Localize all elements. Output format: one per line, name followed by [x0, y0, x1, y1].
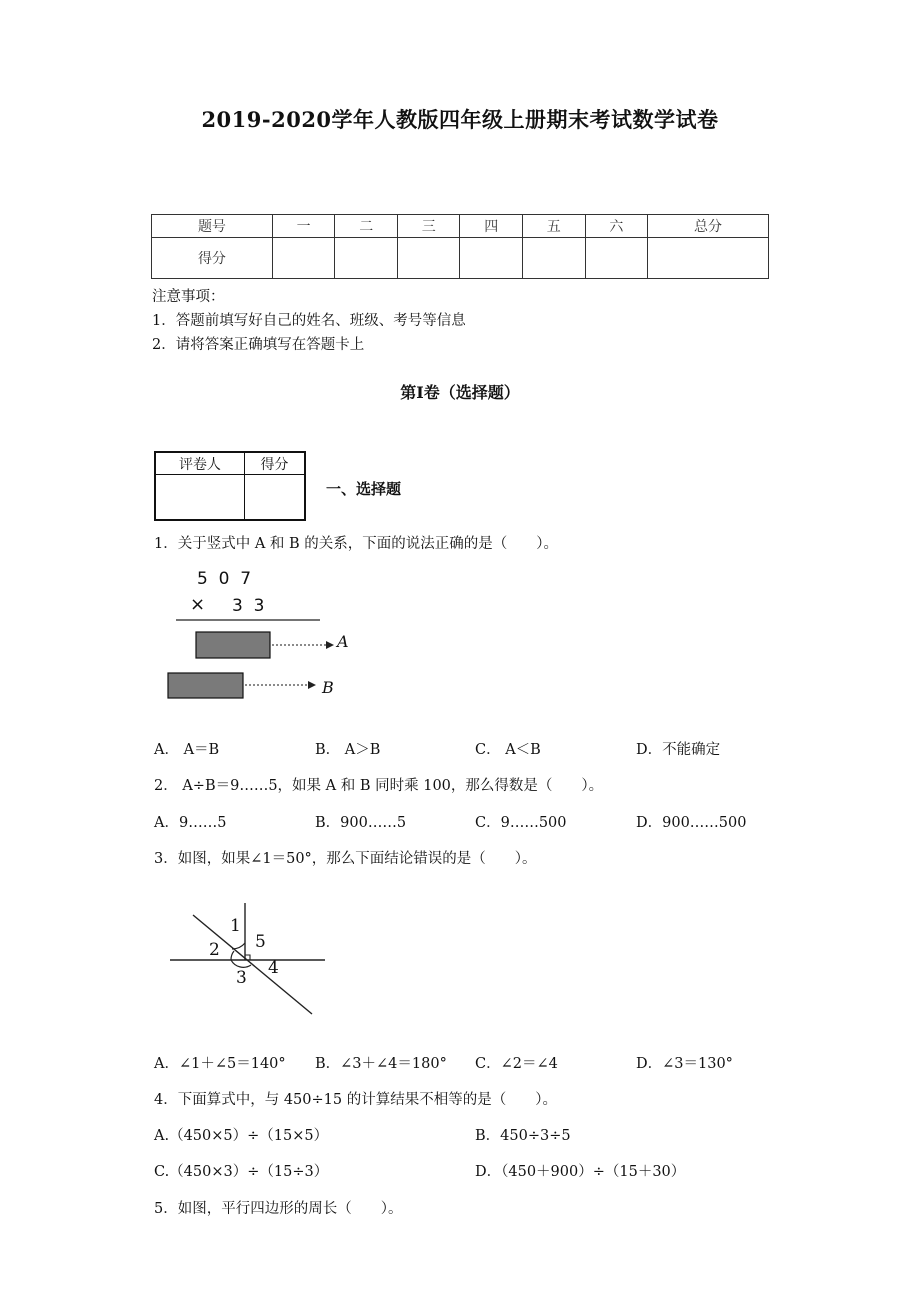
question-5-stem: 5．如图，平行四边形的周长（ ）。 [154, 1201, 403, 1217]
score-header-cell: 题号 [152, 215, 273, 238]
q3-angle-label-2: 2 [209, 940, 220, 960]
score-cell[interactable] [460, 238, 523, 279]
q3-angle-label-1: 1 [230, 916, 241, 936]
q3-angle-label-5: 5 [255, 932, 266, 952]
score-cell[interactable] [397, 238, 460, 279]
notice-item: 2．请将答案正确填写在答题卡上 [152, 337, 365, 353]
q1-label-a: A [337, 632, 349, 651]
notice-heading: 注意事项： [152, 289, 225, 305]
q1-arrowhead-a [326, 641, 334, 649]
question-3-stem: 3．如图，如果∠1＝50°，那么下面结论错误的是（ ）。 [154, 851, 537, 867]
score-cell[interactable] [585, 238, 648, 279]
q2-option-c[interactable]: C．9……500 [475, 815, 567, 831]
q1-box-b [168, 673, 243, 698]
q4-option-a[interactable]: A.（450×5）÷（15×5） [154, 1128, 329, 1144]
score-table [151, 214, 769, 279]
score-cell[interactable] [335, 238, 398, 279]
score-cell[interactable] [648, 238, 769, 279]
q3-option-d[interactable]: D．∠3＝130° [636, 1056, 733, 1072]
q3-angle-label-4: 4 [268, 958, 279, 978]
q2-option-b[interactable]: B．900……5 [315, 815, 407, 831]
q3-option-a[interactable]: A．∠1＋∠5＝140° [154, 1056, 286, 1072]
exam-title: 2019-2020学年人教版四年级上册期末考试数学试卷 [201, 107, 719, 132]
q1-times-sign: × [190, 594, 206, 615]
q1-option-a[interactable]: A． A＝B [154, 742, 220, 758]
score-cell[interactable] [272, 238, 335, 279]
q4-option-b[interactable]: B．450÷3÷5 [475, 1128, 571, 1144]
question-1-stem: 1．关于竖式中 A 和 B 的关系，下面的说法正确的是（ ）。 [154, 536, 559, 552]
q1-option-b[interactable]: B． A＞B [315, 742, 381, 758]
score-table-header-row [152, 215, 769, 238]
q1-option-d[interactable]: D．不能确定 [636, 742, 721, 758]
section-title: 第I卷（选择题） [400, 383, 520, 402]
q3-arc-1 [232, 943, 245, 949]
question-4-stem: 4．下面算式中，与 450÷15 的计算结果不相等的是（ ）。 [154, 1092, 557, 1108]
q1-option-c[interactable]: C． A＜B [475, 742, 541, 758]
grader-col-label: 得分 [244, 452, 305, 475]
score-header-cell: 三 [397, 215, 460, 238]
q3-option-b[interactable]: B．∠3＋∠4＝180° [315, 1056, 447, 1072]
score-cell[interactable] [523, 238, 586, 279]
q3-arc-2 [231, 951, 234, 960]
part-heading: 一、选择题 [326, 480, 402, 498]
q1-multiplicand: 5 0 7 [197, 569, 252, 589]
notice-item: 1．答题前填写好自己的姓名、班级、考号等信息 [152, 313, 466, 329]
score-header-cell: 二 [335, 215, 398, 238]
score-header-cell: 六 [585, 215, 648, 238]
q1-arrowhead-b [308, 681, 316, 689]
q1-multiplier: 3 3 [232, 596, 265, 616]
grader-header-row [155, 452, 305, 475]
q2-option-a[interactable]: A．9……5 [154, 815, 227, 831]
grader-col-label: 评卷人 [155, 452, 244, 475]
q1-label-b: B [322, 678, 334, 697]
q4-option-c[interactable]: C.（450×3）÷（15÷3） [154, 1164, 329, 1180]
question-2-stem: 2． A÷B＝9……5，如果 A 和 B 同时乘 100，那么得数是（ ）。 [154, 778, 604, 794]
score-header-cell: 总分 [648, 215, 769, 238]
score-header-cell: 一 [272, 215, 335, 238]
q4-option-d[interactable]: D．（450＋900）÷（15＋30） [475, 1164, 686, 1180]
grader-name-cell[interactable] [155, 475, 244, 521]
score-header-cell: 四 [460, 215, 523, 238]
score-row-label: 得分 [152, 238, 273, 279]
grader-table [154, 451, 306, 521]
q3-angle-label-3: 3 [236, 968, 247, 988]
q3-diagonal-line [193, 915, 312, 1014]
q3-option-c[interactable]: C．∠2＝∠4 [475, 1056, 558, 1072]
q2-option-d[interactable]: D．900……500 [636, 815, 747, 831]
grader-input-row [155, 475, 305, 521]
score-header-cell: 五 [523, 215, 586, 238]
grader-score-cell[interactable] [244, 475, 305, 521]
q3-angle-figure [165, 895, 335, 1020]
q1-box-a [196, 632, 270, 658]
score-table-score-row [152, 238, 769, 279]
